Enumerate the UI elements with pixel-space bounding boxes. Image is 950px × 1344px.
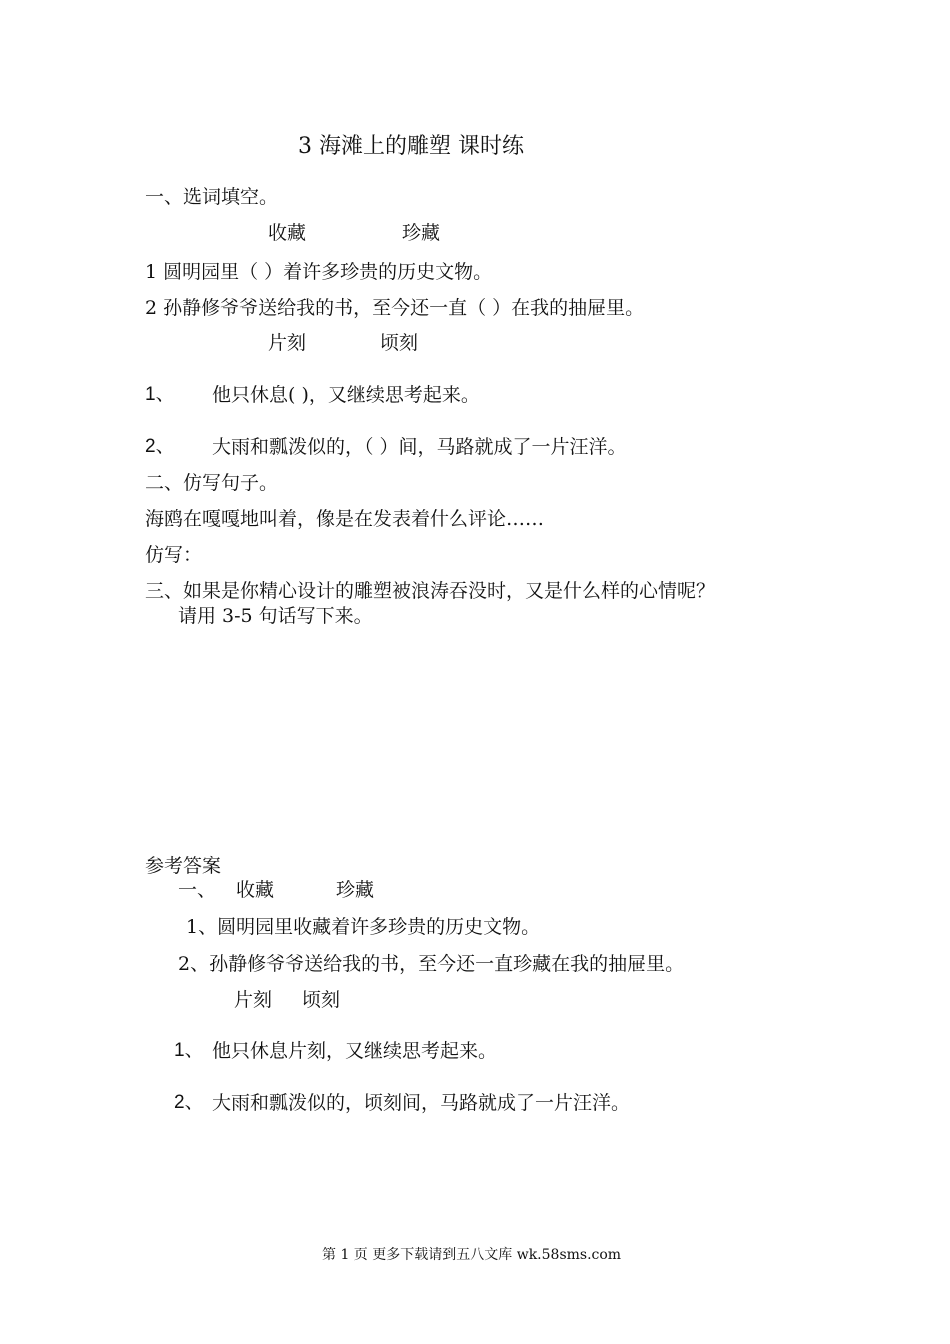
answer-3-number: 1、 (174, 1040, 204, 1061)
document-title: 3 海滩上的雕塑 课时练 (298, 134, 524, 159)
answer-3: 他只休息片刻，又继续思考起来。 (212, 1040, 498, 1062)
answer-word-2: 珍藏 (336, 879, 375, 901)
imitation-prompt: 仿写： (145, 544, 203, 566)
word-option-2: 珍藏 (402, 222, 441, 244)
section2-heading: 二、仿写句子。 (145, 472, 279, 494)
example-sentence: 海鸥在嘎嘎地叫着，像是在发表着什么评论…… (145, 508, 545, 530)
answer-word-3: 片刻 (234, 989, 273, 1011)
word-option-4: 顷刻 (380, 332, 419, 354)
question-3: 他只休息( )，又继续思考起来。 (212, 384, 480, 406)
word-option-1: 收藏 (268, 222, 307, 244)
question-1: 1 圆明园里（ ）着许多珍贵的历史文物。 (145, 261, 493, 283)
question-3-number: 1、 (145, 384, 175, 405)
section3-instruction: 请用 3-5 句话写下来。 (178, 605, 373, 627)
word-option-3: 片刻 (268, 332, 307, 354)
answer-word-1: 收藏 (236, 879, 275, 901)
section3-question: 三、如果是你精心设计的雕塑被浪涛吞没时，又是什么样的心情呢？ (145, 580, 716, 602)
answer-1: 1、圆明园里收藏着许多珍贵的历史文物。 (186, 916, 541, 938)
page-footer: 第 1 页 更多下载请到五八文库 wk.58sms.com (322, 1247, 622, 1263)
section1-heading: 一、选词填空。 (145, 186, 279, 208)
answers-heading: 参考答案 (145, 855, 222, 877)
answer-row1-label: 一、 (178, 879, 217, 901)
answer-2: 2、孙静修爷爷送给我的书，至今还一直珍藏在我的抽屉里。 (178, 953, 685, 975)
answer-word-4: 顷刻 (302, 989, 341, 1011)
answer-4-number: 2、 (174, 1092, 204, 1113)
question-4-number: 2、 (145, 436, 175, 457)
question-4: 大雨和瓢泼似的，（ ）间，马路就成了一片汪洋。 (212, 436, 627, 458)
question-2: 2 孙静修爷爷送给我的书，至今还一直（ ）在我的抽屉里。 (145, 297, 645, 319)
answer-4: 大雨和瓢泼似的，顷刻间，马路就成了一片汪洋。 (212, 1092, 631, 1114)
